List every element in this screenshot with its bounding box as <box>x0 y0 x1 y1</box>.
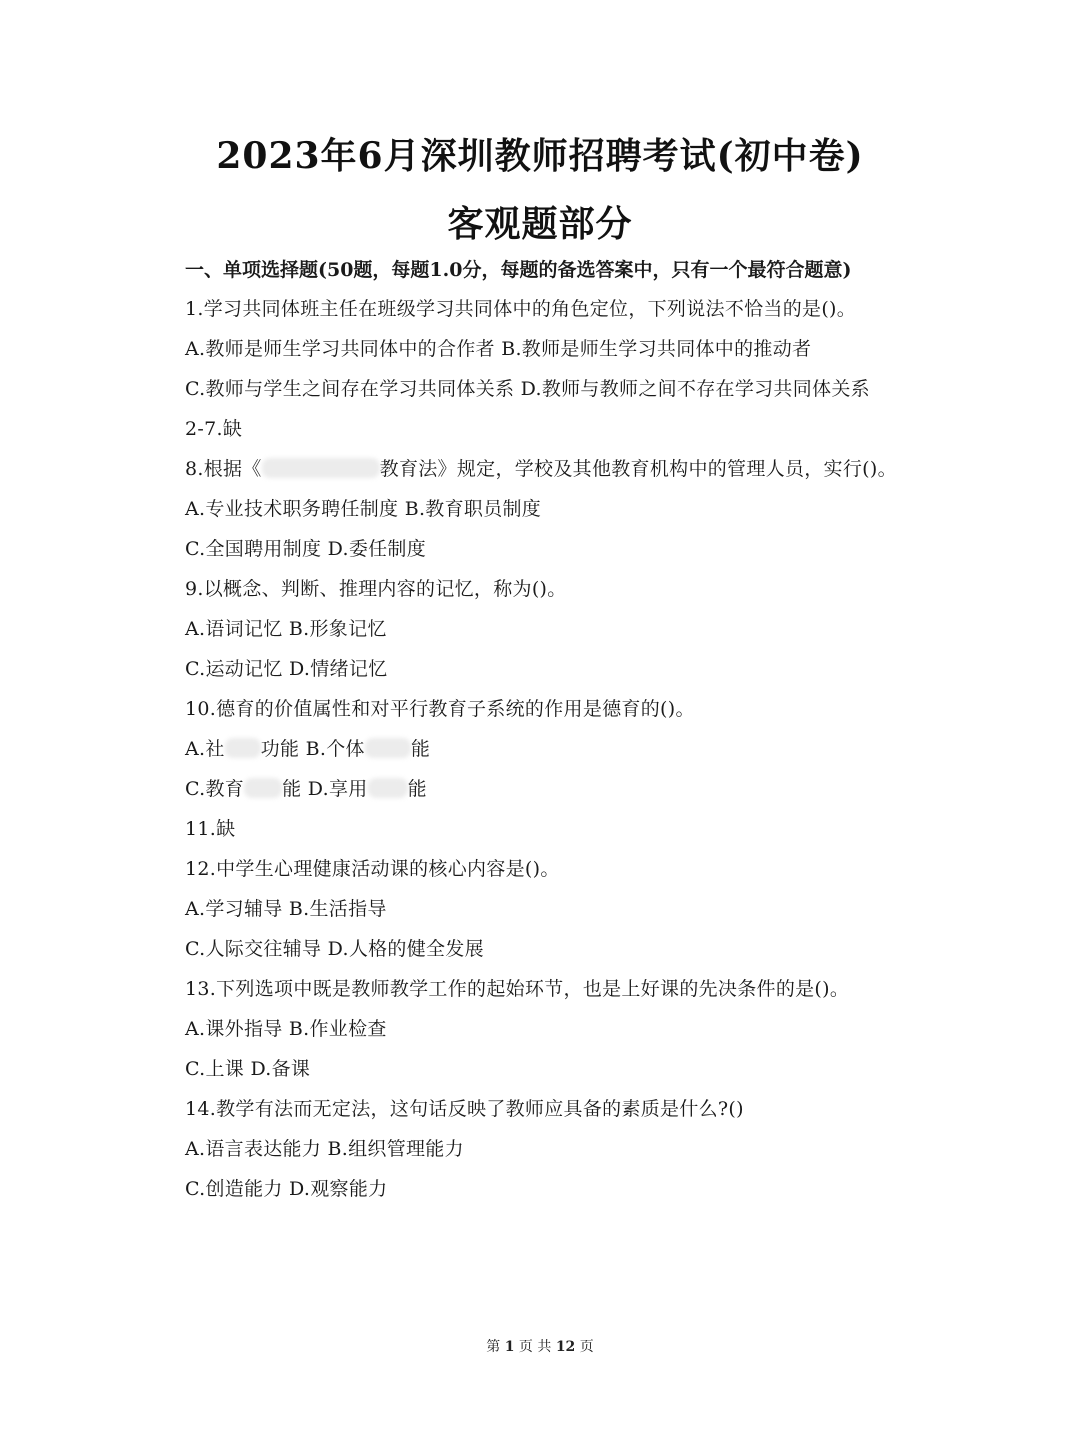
question-12-options-cd: C.人际交往辅导 D.人格的健全发展 <box>185 938 484 960</box>
question-14-stem: 14.教学有法而无定法，这句话反映了教师应具备的素质是什么?() <box>185 1098 744 1120</box>
question-10-option-c-start: C.教育 <box>185 778 245 800</box>
question-8-options-ab: A.专业技术职务聘任制度 B.教育职员制度 <box>185 498 542 520</box>
question-11-missing: 11.缺 <box>185 818 236 840</box>
question-14-options-cd: C.创造能力 D.观察能力 <box>185 1178 388 1200</box>
question-14-options-ab: A.语言表达能力 B.组织管理能力 <box>185 1138 464 1160</box>
question-2-7-missing: 2-7.缺 <box>185 418 243 440</box>
question-8-stem-end: 教育法》规定，学校及其他教育机构中的管理人员，实行()。 <box>379 458 897 480</box>
question-9-options-cd: C.运动记忆 D.情绪记忆 <box>185 658 388 680</box>
question-13-options-cd: C.上课 D.备课 <box>185 1058 311 1080</box>
question-10-options-cd <box>185 776 905 802</box>
page-subtitle: 客观题部分 <box>447 203 633 245</box>
footer-prefix: 第 <box>486 1339 501 1355</box>
question-13-options-ab: A.课外指导 B.作业检查 <box>185 1018 387 1040</box>
page-title: 2023年6月深圳教师招聘考试(初中卷) <box>216 135 864 177</box>
question-10-stem: 10.德育的价值属性和对平行教育子系统的作用是德育的()。 <box>185 698 695 720</box>
question-1-options-cd: C.教师与学生之间存在学习共同体关系 D.教师与教师之间不存在学习共同体关系 <box>185 378 870 400</box>
question-10-option-d-start: D.享用 <box>307 778 368 800</box>
question-10-option-a-start: A.社 <box>185 738 225 760</box>
question-10-options-ab <box>185 736 905 762</box>
question-10-option-b-start: B.个体 <box>305 738 365 760</box>
footer-total-pages: 12 <box>555 1339 576 1355</box>
footer-page-number: 1 <box>504 1339 515 1355</box>
question-9-stem: 9.以概念、判断、推理内容的记忆，称为()。 <box>185 578 567 600</box>
question-1-options-ab: A.教师是师生学习共同体中的合作者 B.教师是师生学习共同体中的推动者 <box>185 338 812 360</box>
question-13-stem: 13.下列选项中既是教师教学工作的起始环节，也是上好课的先决条件的是()。 <box>185 978 850 1000</box>
redaction-blur <box>365 738 411 758</box>
footer-suffix: 页 <box>579 1339 594 1355</box>
question-10-option-d-end: 能 <box>407 778 427 800</box>
question-8-stem <box>185 456 905 482</box>
redaction-blur <box>225 738 261 758</box>
question-12-options-ab: A.学习辅导 B.生活指导 <box>185 898 387 920</box>
question-8-stem-start: 8.根据《 <box>185 458 262 480</box>
question-10-option-b-end: 能 <box>410 738 431 760</box>
question-10-option-a-end: 功能 <box>260 738 300 760</box>
question-9-options-ab: A.语词记忆 B.形象记忆 <box>185 618 387 640</box>
question-12-stem: 12.中学生心理健康活动课的核心内容是()。 <box>185 858 560 880</box>
page-footer <box>0 1336 1080 1356</box>
redaction-blur <box>262 458 380 478</box>
section-heading: 一、单项选择题(50题，每题1.0分，每题的备选答案中，只有一个最符合题意) <box>185 259 852 281</box>
question-1-stem: 1.学习共同体班主任在班级学习共同体中的角色定位，下列说法不恰当的是()。 <box>185 298 857 320</box>
redaction-blur <box>244 778 282 798</box>
redaction-blur <box>368 778 408 798</box>
footer-middle: 页 共 <box>518 1339 552 1355</box>
question-10-option-c-end: 能 <box>282 778 302 800</box>
question-8-options-cd: C.全国聘用制度 D.委任制度 <box>185 538 427 560</box>
question-list <box>185 256 905 1216</box>
